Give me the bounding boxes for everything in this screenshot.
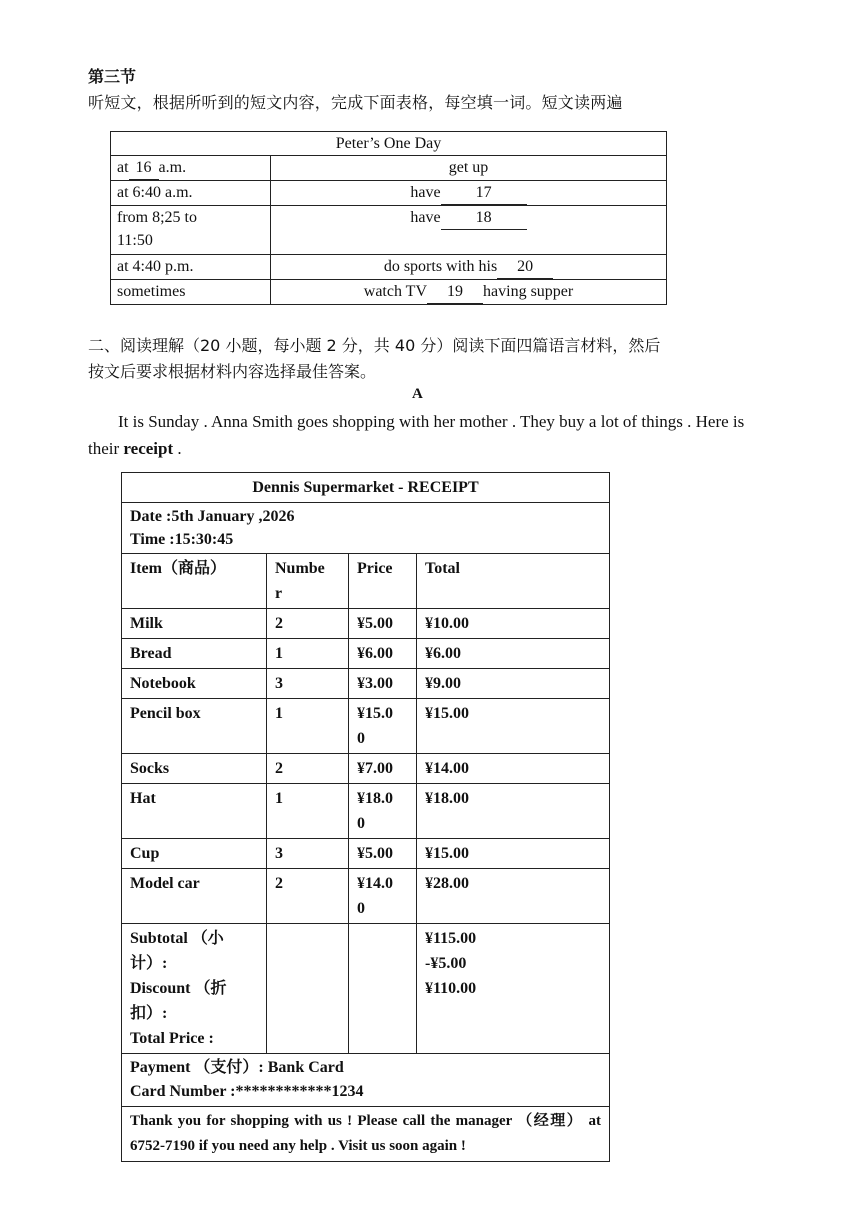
item-name: Model car xyxy=(122,869,267,924)
item-number: 3 xyxy=(267,839,349,869)
passage-letter: A xyxy=(412,386,423,402)
item-number: 1 xyxy=(267,639,349,669)
total-price-value: ¥110.00 xyxy=(425,980,477,997)
table-row xyxy=(122,609,610,639)
table-row xyxy=(122,784,610,839)
part2-heading xyxy=(88,333,660,385)
discount-label: Discount （折 xyxy=(130,980,227,997)
item-number: 3 xyxy=(267,669,349,699)
answer-blank-18[interactable]: 18 xyxy=(441,206,527,230)
answer-blank-20[interactable]: 20 xyxy=(497,255,553,279)
table-row xyxy=(122,839,610,869)
total-price-label: Total Price : xyxy=(130,1030,214,1047)
column-header-number: Numbe xyxy=(275,560,325,577)
part2-heading-line: 按文后要求根据材料内容选择最佳答案。 xyxy=(88,362,377,381)
receipt-date: Date :5th January ,2026 xyxy=(130,508,295,525)
receipt-title: Dennis Supermarket - RECEIPT xyxy=(122,473,610,503)
item-number: 1 xyxy=(267,784,349,839)
card-number: Card Number :************1234 xyxy=(130,1083,364,1100)
time-text: a.m. xyxy=(158,159,187,176)
receipt-table xyxy=(121,472,610,1162)
activity-text: having supper xyxy=(483,283,574,300)
item-price: ¥5.00 xyxy=(349,609,417,639)
discount-label: 扣）: xyxy=(130,1005,168,1022)
answer-blank-16[interactable]: 16 xyxy=(129,156,159,180)
activity-text: watch TV xyxy=(363,283,428,300)
item-name: Notebook xyxy=(122,669,267,699)
section-label: 第三节 xyxy=(88,67,137,86)
item-total: ¥15.00 xyxy=(417,839,610,869)
listening-instructions: 听短文，根据所听到的短文内容，完成下面表格，每空填一词。短文读两遍 xyxy=(88,93,623,112)
passage-text-bold: receipt xyxy=(123,439,174,458)
item-price: ¥7.00 xyxy=(349,754,417,784)
receipt-time: Time :15:30:45 xyxy=(130,531,234,548)
item-name: Milk xyxy=(122,609,267,639)
item-name: Socks xyxy=(122,754,267,784)
item-price: ¥5.00 xyxy=(349,839,417,869)
item-name: Cup xyxy=(122,839,267,869)
listening-table-title: Peter’s One Day xyxy=(111,132,667,156)
item-total: ¥10.00 xyxy=(417,609,610,639)
subtotal-label: 计）: xyxy=(130,955,168,972)
item-price: ¥6.00 xyxy=(349,639,417,669)
part2-heading-line: 二、阅读理解（20 小题，每小题 2 分，共 40 分）阅读下面四篇语言材料，然后 xyxy=(88,336,661,355)
column-header-total: Total xyxy=(417,554,610,609)
time-text: at xyxy=(117,159,129,176)
table-row xyxy=(122,869,610,924)
item-price: ¥3.00 xyxy=(349,669,417,699)
table-row xyxy=(111,280,667,305)
item-name: Pencil box xyxy=(122,699,267,754)
answer-blank-19[interactable]: 19 xyxy=(427,280,483,304)
item-total: ¥6.00 xyxy=(417,639,610,669)
time-text: at 6:40 a.m. xyxy=(111,181,271,206)
item-number: 2 xyxy=(267,869,349,924)
time-text: sometimes xyxy=(111,280,271,305)
answer-blank-17[interactable]: 17 xyxy=(441,181,527,205)
table-row xyxy=(111,156,667,181)
column-header-price: Price xyxy=(349,554,417,609)
item-number: 1 xyxy=(267,699,349,754)
table-row xyxy=(111,255,667,280)
activity-text: get up xyxy=(448,159,489,176)
column-header-number: r xyxy=(275,585,283,602)
item-name: Bread xyxy=(122,639,267,669)
item-price: ¥15.0 xyxy=(357,705,393,722)
table-row xyxy=(122,669,610,699)
subtotal-label: Subtotal （小 xyxy=(130,930,224,947)
discount-value: -¥5.00 xyxy=(425,955,467,972)
time-text: from 8;25 to xyxy=(117,209,197,226)
passage-text: . xyxy=(173,439,182,458)
time-text: at 4:40 p.m. xyxy=(111,255,271,280)
item-price-wrap: 0 xyxy=(357,900,365,917)
item-price-wrap: 0 xyxy=(357,730,365,747)
item-price: ¥18.0 xyxy=(357,790,393,807)
item-price-wrap: 0 xyxy=(357,815,365,832)
table-row xyxy=(122,639,610,669)
item-price: ¥14.0 xyxy=(357,875,393,892)
item-total: ¥18.00 xyxy=(417,784,610,839)
activity-text: have xyxy=(410,209,441,226)
item-total: ¥15.00 xyxy=(417,699,610,754)
table-row xyxy=(122,699,610,754)
item-total: ¥9.00 xyxy=(417,669,610,699)
receipt-header-row xyxy=(122,554,610,609)
item-total: ¥14.00 xyxy=(417,754,610,784)
activity-text: have xyxy=(410,184,441,201)
subtotal-value: ¥115.00 xyxy=(425,930,477,947)
table-row xyxy=(111,181,667,206)
time-text: 11:50 xyxy=(117,232,153,249)
table-row xyxy=(122,754,610,784)
item-total: ¥28.00 xyxy=(417,869,610,924)
thank-you-note: Thank you for shopping with us ! Please call the manager （经理） at 6752-7190 if you need any help . Visit us soon again ! xyxy=(122,1107,610,1162)
summary-row xyxy=(122,924,610,1054)
payment-method: Payment （支付）: Bank Card xyxy=(130,1059,344,1076)
item-name: Hat xyxy=(122,784,267,839)
passage-paragraph xyxy=(88,408,750,462)
listening-table xyxy=(110,131,667,305)
table-row xyxy=(111,206,667,255)
item-number: 2 xyxy=(267,609,349,639)
passage-text: It is Sunday . Anna Smith goes shopping with her mother . They buy a lot of things . Here is their xyxy=(88,412,745,458)
item-number: 2 xyxy=(267,754,349,784)
activity-text: do sports with his xyxy=(383,258,498,275)
column-header-item: Item（商品） xyxy=(122,554,267,609)
